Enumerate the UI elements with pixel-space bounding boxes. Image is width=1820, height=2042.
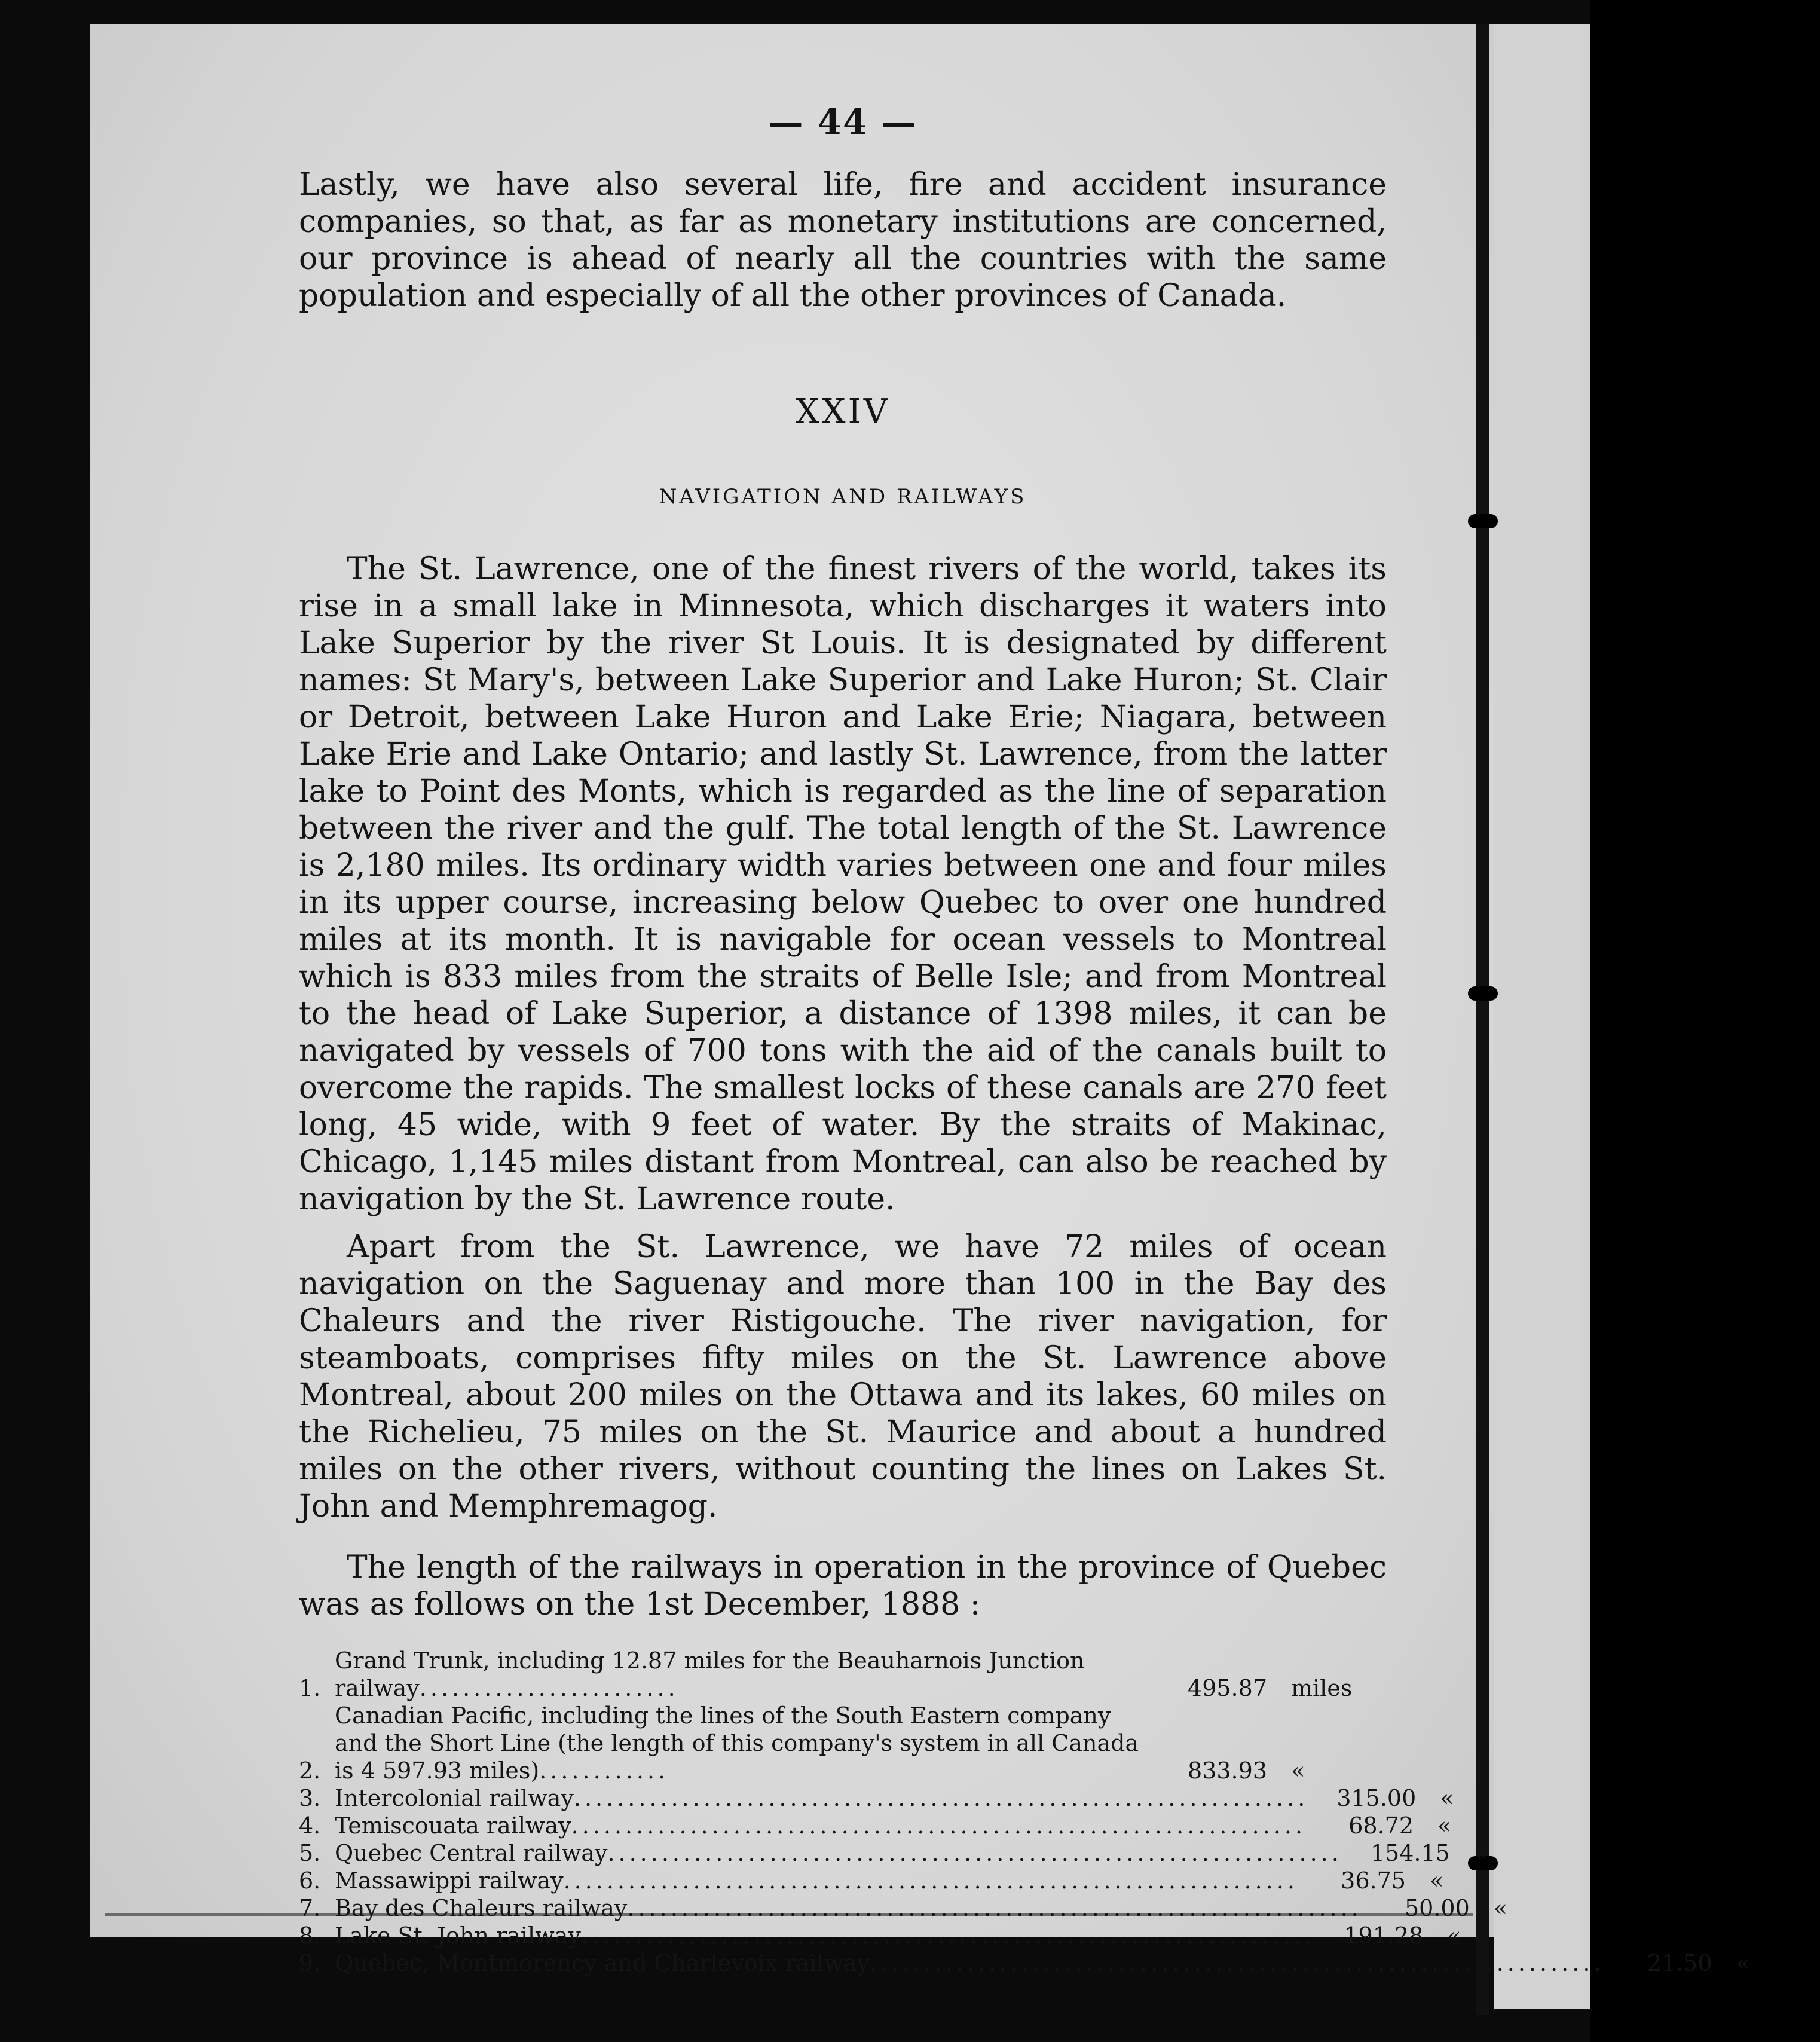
item-number: 3. xyxy=(299,1785,321,1811)
chapter-number: XXIV xyxy=(795,392,891,431)
railway-miles: 50.00 xyxy=(1404,1895,1470,1921)
railway-miles: 833.93 xyxy=(1188,1757,1267,1784)
railway-unit: miles xyxy=(1291,1675,1353,1701)
railway-unit: « xyxy=(1736,1950,1750,1976)
item-number: 2. xyxy=(299,1757,321,1784)
list-item xyxy=(299,1839,1488,1867)
item-number: 1. xyxy=(299,1675,321,1701)
binding-stitch xyxy=(1468,986,1498,1001)
paragraph-st-lawrence: The St. Lawrence, one of the finest rivers of the world, takes its rise in a small lake in Minnesota, which discharges it waters into Lake Superior by the river St Louis. It is designated by different names: St Mary's, between Lake Superior and Lake Huron; St. Clair or Detroit, between Lake Huron and Lake Erie; Niagara, between Lake Erie and Lake Ontario; and lastly St. Lawrence, from the latter lake to Point des Monts, which is regarded as the line of separation between the river and the gulf. The total length of the St. Lawrence is 2,180 miles. Its ordinary width varies between one and four miles in its upper course, increasing below Quebec to over one hundred miles at its month. It is navigable for ocean vessels to Montreal which is 833 miles from the straits of Belle Isle; and from Montreal to the head of Lake Superior, a distance of 1398 miles, it can be navigated by vessels of 700 tons with the aid of the canals built to overcome the rapids. The smallest locks of these canals are 270 feet long, 45 wide, with 9 feet of water. By the straits of Makinac, Chicago, 1,145 miles distant from Montreal, can also be reached by navigation by the St. Lawrence route. xyxy=(299,551,1387,1217)
list-item xyxy=(299,1867,1444,1894)
paragraph-railways-intro: The length of the railways in operation in the province of Quebec was as follows on the 1st December, 1888 : xyxy=(299,1549,1387,1622)
section-title: NAVIGATION AND RAILWAYS xyxy=(659,485,1027,509)
railway-name: Intercolonial railway.................................................................... xyxy=(335,1785,1309,1811)
item-number: 9. xyxy=(299,1950,321,1976)
railway-unit: « xyxy=(1493,1895,1508,1921)
railway-unit: « xyxy=(1291,1757,1305,1784)
railway-unit: « xyxy=(1440,1785,1454,1811)
railway-miles: 68.72 xyxy=(1348,1812,1414,1839)
railway-unit: « xyxy=(1473,1840,1488,1866)
item-number: 5. xyxy=(299,1840,321,1866)
item-number: 4. xyxy=(299,1812,321,1839)
railway-name: Lake St. John railway.................................................................... xyxy=(335,1922,1316,1949)
binding-spine xyxy=(1476,24,1489,2015)
railway-name: Grand Trunk, including 12.87 miles for the Beauharnois Junction railway........................ xyxy=(335,1647,1085,1701)
scan-margin xyxy=(0,0,90,2042)
item-number: 6. xyxy=(299,1867,321,1894)
railway-miles: 154.15 xyxy=(1370,1840,1450,1866)
railway-name: Temiscouata railway.................................................................... xyxy=(335,1812,1307,1839)
railway-name: Massawippi railway.................................................................... xyxy=(335,1867,1298,1894)
page-content xyxy=(299,102,1750,1977)
list-item xyxy=(299,1894,1508,1922)
list-item xyxy=(299,1647,1375,1702)
railway-name: Quebec Central railway.................................................................... xyxy=(335,1840,1342,1866)
paragraph-navigation: Apart from the St. Lawrence, we have 72 miles of ocean navigation on the Saguenay and more than 100 in the Bay des Chaleurs and the river Ristigouche. The river navigation, for steamboats, comprises fifty miles on the St. Lawrence above Montreal, about 200 miles on the Ottawa and its lakes, 60 miles on the Richelieu, 75 miles on the St. Maurice and about a hundred miles on the other rivers, without counting the lines on Lakes St. John and Memphremagog. xyxy=(299,1229,1387,1524)
railway-unit: « xyxy=(1429,1867,1444,1894)
railway-miles: 315.00 xyxy=(1336,1785,1417,1811)
facing-page-edge xyxy=(1494,24,1590,2009)
railway-miles: 495.87 xyxy=(1188,1675,1267,1701)
list-item xyxy=(299,1812,1452,1839)
intro-paragraph: Lastly, we have also several life, fire and accident insurance companies, so that, as far as monetary institutions are concerned, our province is ahead of nearly all the countries with the same population and especially of all the other provinces of Canada. xyxy=(299,167,1387,314)
binding-stitch xyxy=(1468,514,1498,528)
railway-list xyxy=(299,1647,1750,1977)
railway-name: Bay des Chaleurs railway.................................................................... xyxy=(335,1895,1362,1921)
list-item xyxy=(299,1949,1750,1977)
item-number: 8. xyxy=(299,1922,321,1949)
railway-miles: 191.28 xyxy=(1344,1922,1424,1949)
list-item xyxy=(299,1702,1375,1784)
list-item xyxy=(299,1784,1454,1812)
page-number: — 44 — xyxy=(768,102,917,142)
item-number: 7. xyxy=(299,1895,321,1921)
railway-name: Canadian Pacific, including the lines of the South Eastern company and the Short Line (the length of this company's system in all Canada is 4 597.93 miles)............ xyxy=(335,1702,1139,1784)
railway-unit: « xyxy=(1447,1922,1461,1949)
railway-miles: 21.50 xyxy=(1647,1950,1712,1976)
railway-unit: « xyxy=(1437,1812,1452,1839)
list-item xyxy=(299,1922,1461,1949)
railway-name: Quebec, Montmorency and Charlevoix railway.................................................................... xyxy=(335,1950,1605,1976)
railway-miles: 36.75 xyxy=(1341,1867,1406,1894)
